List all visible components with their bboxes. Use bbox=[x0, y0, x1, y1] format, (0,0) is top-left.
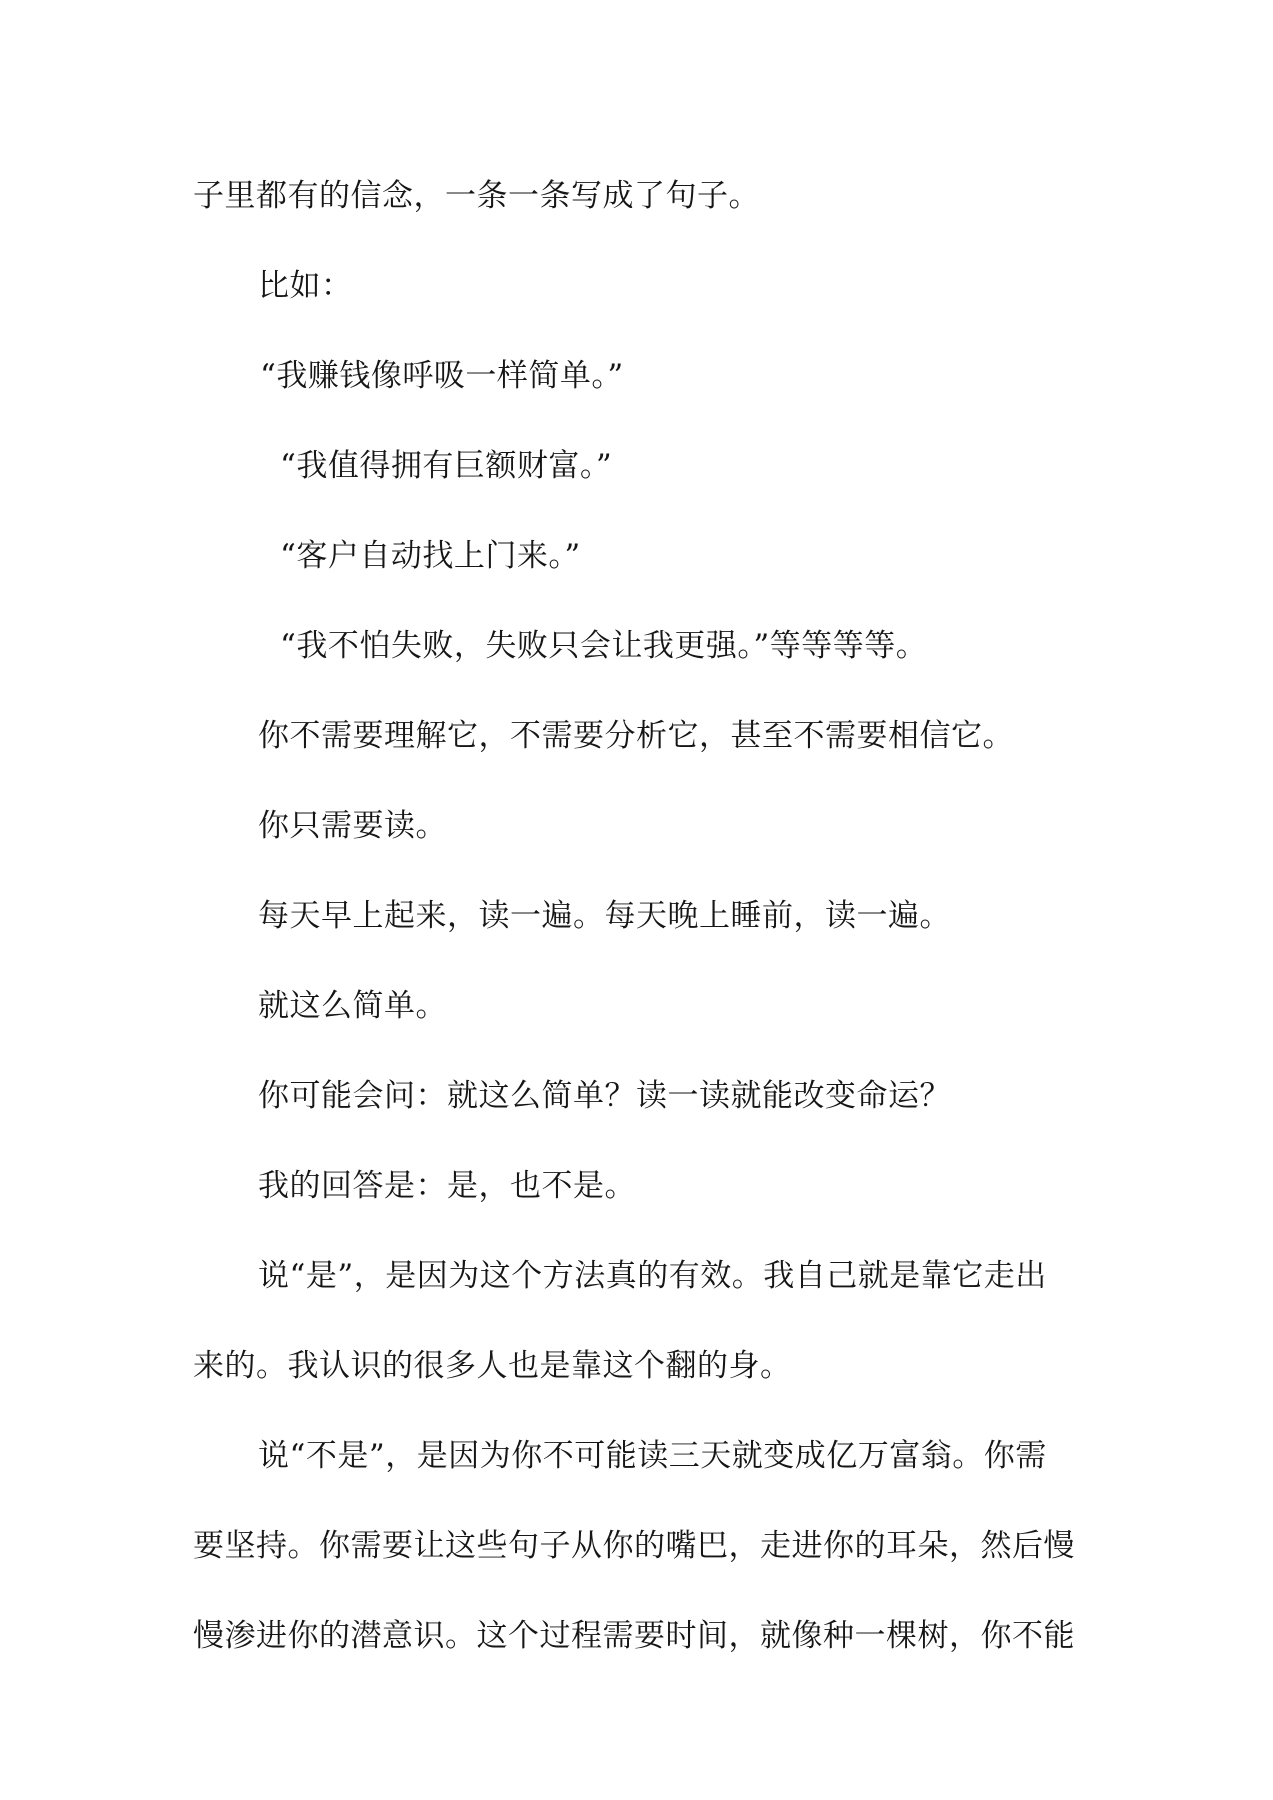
text-line: 要坚持。你需要让这些句子从你的嘴巴，走进你的耳朵，然后慢 bbox=[193, 1528, 1075, 1564]
text-line: 你可能会问：就这么简单？读一读就能改变命运？ bbox=[258, 1078, 951, 1114]
text-line: 我的回答是：是，也不是。 bbox=[258, 1168, 636, 1204]
text-line: “我值得拥有巨额财富。” bbox=[280, 448, 613, 484]
text-line: 来的。我认识的很多人也是靠这个翻的身。 bbox=[193, 1348, 792, 1384]
text-line: “客户自动找上门来。” bbox=[280, 538, 581, 574]
text-line: 就这么简单。 bbox=[258, 988, 447, 1024]
text-line: 说“不是”，是因为你不可能读三天就变成亿万富翁。你需 bbox=[258, 1438, 1047, 1474]
text-line: 说“是”，是因为这个方法真的有效。我自己就是靠它走出 bbox=[258, 1258, 1047, 1294]
text-line: 子里都有的信念，一条一条写成了句子。 bbox=[193, 178, 760, 214]
text-line: 比如： bbox=[258, 268, 353, 304]
text-line: 慢渗进你的潜意识。这个过程需要时间，就像种一棵树，你不能 bbox=[193, 1618, 1075, 1654]
text-line: 你不需要理解它，不需要分析它，甚至不需要相信它。 bbox=[258, 718, 1014, 754]
text-line: “我赚钱像呼吸一样简单。” bbox=[260, 358, 624, 394]
text-line: 你只需要读。 bbox=[258, 808, 447, 844]
text-line: 每天早上起来，读一遍。每天晚上睡前，读一遍。 bbox=[258, 898, 951, 934]
text-line: “我不怕失败，失败只会让我更强。”等等等等。 bbox=[280, 628, 928, 664]
